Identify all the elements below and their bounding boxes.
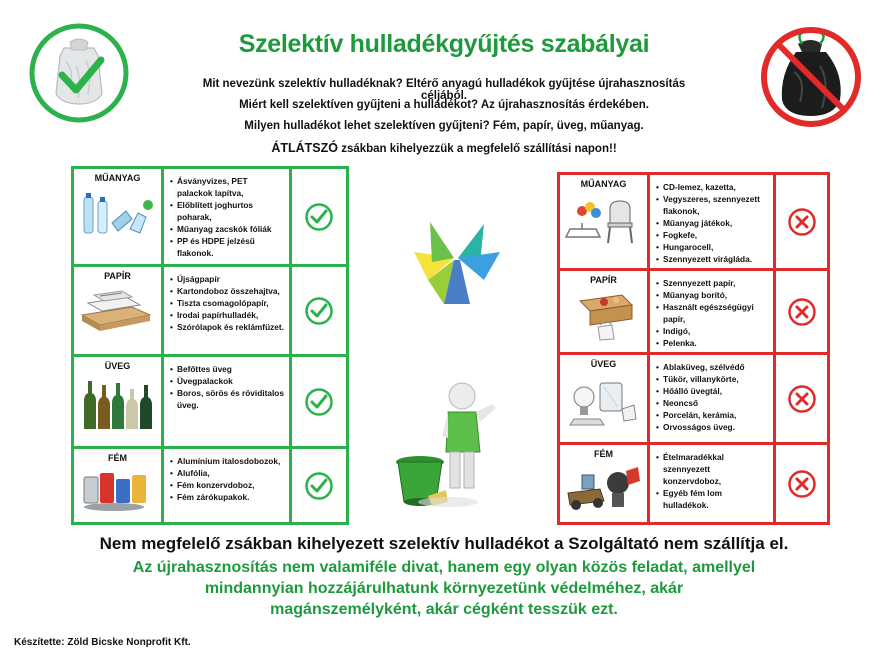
intro-line-2: Miért kell szelektíven gyűjteni a hulladékot? Az újrahasznosítás érdekében. bbox=[239, 99, 649, 111]
allowed-category-cell bbox=[73, 266, 163, 356]
credit-text: Készítette: Zöld Bicske Nonprofit Kft. bbox=[14, 637, 191, 648]
forbidden-category-cell bbox=[559, 444, 649, 524]
forbidden-mark-cell bbox=[775, 270, 829, 354]
list-item: • Kartondoboz összehajtva, bbox=[170, 285, 285, 297]
allowed-table bbox=[71, 166, 349, 525]
forbidden-category-cell bbox=[559, 270, 649, 354]
list-item: • Ablaküveg, szélvédő bbox=[656, 361, 769, 373]
page-title: Szelektív hulladékgyűjtés szabályai bbox=[238, 30, 650, 58]
intro-line-4-rest: zsákban kihelyezzük a megfelelő szállítási napon!! bbox=[338, 143, 617, 155]
list-item: • Egyéb fém lom hulladékok. bbox=[656, 487, 769, 511]
category-label: FÉM bbox=[108, 453, 127, 463]
list-item: • Fém konzervdoboz, bbox=[170, 479, 285, 491]
item-list bbox=[650, 271, 773, 349]
forbidden-items-cell bbox=[649, 444, 775, 524]
list-item: • Alufólia, bbox=[170, 467, 285, 479]
dirty-paper-box-icon bbox=[560, 285, 644, 341]
forbidden-table bbox=[557, 172, 830, 525]
check-circle-icon bbox=[304, 296, 334, 326]
metal-cans-icon bbox=[74, 463, 158, 513]
list-item: • Műanyag zacskók fóliák bbox=[170, 223, 285, 235]
category-label: FÉM bbox=[594, 449, 613, 459]
list-item: • Üvegpalackok bbox=[170, 375, 285, 387]
allowed-row-paper bbox=[73, 266, 348, 356]
bottom-message: Az újrahasznosítás nem valamiféle divat, hanem egy olyan közös feladat, amellyel mindannyian hozzájárulhatunk környezetünk védelméhez, akár magánszemélyként, akár cégként tesszük ezt. bbox=[132, 559, 756, 618]
list-item: • PP és HDPE jelzésű flakonok. bbox=[170, 235, 285, 259]
list-item: • Szennyezett virágláda. bbox=[656, 253, 769, 265]
item-list bbox=[650, 355, 773, 433]
list-item: • Boros, sörös és röviditalos üveg. bbox=[170, 387, 285, 411]
forbidden-items-cell bbox=[649, 354, 775, 444]
allowed-row-metal bbox=[73, 448, 348, 524]
cross-circle-icon bbox=[787, 384, 817, 414]
forbidden-items-cell bbox=[649, 270, 775, 354]
forbidden-row-metal bbox=[559, 444, 829, 524]
intro-line-1: Mit nevezünk szelektív hulladéknak? Eltérő anyagú hulladékok gyűjtése újrahasznosítás céljából. bbox=[202, 78, 686, 102]
list-item: • Ásványvizes, PET palackok lapítva, bbox=[170, 175, 285, 199]
forbidden-category-cell bbox=[559, 174, 649, 270]
allowed-items-cell bbox=[163, 168, 291, 266]
allowed-category-cell bbox=[73, 168, 163, 266]
forbidden-items-cell bbox=[649, 174, 775, 270]
category-label: MŰANYAG bbox=[94, 173, 141, 183]
item-list bbox=[164, 449, 289, 503]
person-with-bin-icon bbox=[388, 378, 506, 510]
allowed-mark-cell bbox=[291, 356, 348, 448]
item-list bbox=[164, 169, 289, 259]
list-item: • Újságpapír bbox=[170, 273, 285, 285]
category-label: MŰANYAG bbox=[580, 179, 627, 189]
allowed-category-cell bbox=[73, 448, 163, 524]
glass-bottles-icon bbox=[74, 371, 158, 433]
list-item: • CD-lemez, kazetta, bbox=[656, 181, 769, 193]
plastic-toys-chair-icon bbox=[560, 189, 644, 249]
intro-emphasis: ÁTLÁTSZÓ bbox=[271, 141, 338, 155]
forbidden-row-paper bbox=[559, 270, 829, 354]
bottom-warning: Nem megfelelő zsákban kihelyezett szelektív hulladékot a Szolgáltató nem szállítja el. bbox=[99, 534, 789, 553]
check-circle-icon bbox=[304, 202, 334, 232]
list-item: • Pelenka. bbox=[656, 337, 769, 349]
forbidden-row-glass bbox=[559, 354, 829, 444]
allowed-items-cell bbox=[163, 266, 291, 356]
allowed-mark-cell bbox=[291, 448, 348, 524]
list-item: • Neoncső bbox=[656, 397, 769, 409]
list-item: • Fogkefe, bbox=[656, 229, 769, 241]
list-item: • Tiszta csomagolópapír, bbox=[170, 297, 285, 309]
item-list bbox=[164, 357, 289, 411]
list-item: • Vegyszeres, szennyezett flakonok, bbox=[656, 193, 769, 217]
list-item: • Orvosságos üveg. bbox=[656, 421, 769, 433]
list-item: • Műanyag borító, bbox=[656, 289, 769, 301]
list-item: • Irodai papírhulladék, bbox=[170, 309, 285, 321]
list-item: • Tükör, villanykörte, bbox=[656, 373, 769, 385]
forbidden-mark-cell bbox=[775, 444, 829, 524]
allowed-mark-cell bbox=[291, 168, 348, 266]
item-list bbox=[650, 175, 773, 265]
allowed-mark-cell bbox=[291, 266, 348, 356]
list-item: • Előblített joghurtos poharak, bbox=[170, 199, 285, 223]
category-label: ÜVEG bbox=[590, 359, 617, 369]
category-label: PAPÍR bbox=[590, 275, 617, 285]
allowed-row-plastic bbox=[73, 168, 348, 266]
list-item: • Alumínium italosdobozok, bbox=[170, 455, 285, 467]
list-item: • Ételmaradékkal szennyezett konzervdoboz, bbox=[656, 451, 769, 487]
allowed-items-cell bbox=[163, 356, 291, 448]
intro-line-4 bbox=[180, 141, 708, 155]
list-item: • Indigó, bbox=[656, 325, 769, 337]
list-item: • Műanyag játékok, bbox=[656, 217, 769, 229]
allowed-items-cell bbox=[163, 448, 291, 524]
intro-line-3: Milyen hulladékot lehet szelektíven gyűjteni? Fém, papír, üveg, műanyag. bbox=[244, 120, 644, 132]
list-item: • Hőálló üvegtál, bbox=[656, 385, 769, 397]
list-item: • Szennyezett papír, bbox=[656, 277, 769, 289]
forbidden-mark-cell bbox=[775, 354, 829, 444]
bulb-mirror-icon bbox=[560, 369, 644, 429]
scrap-metal-icon bbox=[560, 459, 644, 513]
list-item: • Szórólapok és reklámfüzet. bbox=[170, 321, 285, 333]
list-item: • Befőttes üveg bbox=[170, 363, 285, 375]
plastic-bottles-icon bbox=[74, 183, 158, 243]
check-circle-icon bbox=[304, 387, 334, 417]
category-label: PAPÍR bbox=[104, 271, 131, 281]
check-circle-icon bbox=[304, 471, 334, 501]
forbidden-category-cell bbox=[559, 354, 649, 444]
cross-circle-icon bbox=[787, 207, 817, 237]
list-item: • Használt egészségügyi papír, bbox=[656, 301, 769, 325]
cross-circle-icon bbox=[787, 297, 817, 327]
item-list bbox=[650, 445, 773, 511]
allowed-category-cell bbox=[73, 356, 163, 448]
list-item: • Porcelán, kerámia, bbox=[656, 409, 769, 421]
cross-circle-icon bbox=[787, 469, 817, 499]
forbidden-row-plastic bbox=[559, 174, 829, 270]
paper-stack-icon bbox=[74, 281, 158, 339]
list-item: • Hungarocell, bbox=[656, 241, 769, 253]
item-list bbox=[164, 267, 289, 333]
star-logo-icon bbox=[408, 218, 506, 308]
allowed-row-glass bbox=[73, 356, 348, 448]
list-item: • Fém zárókupakok. bbox=[170, 491, 285, 503]
category-label: ÜVEG bbox=[104, 361, 131, 371]
forbidden-mark-cell bbox=[775, 174, 829, 270]
